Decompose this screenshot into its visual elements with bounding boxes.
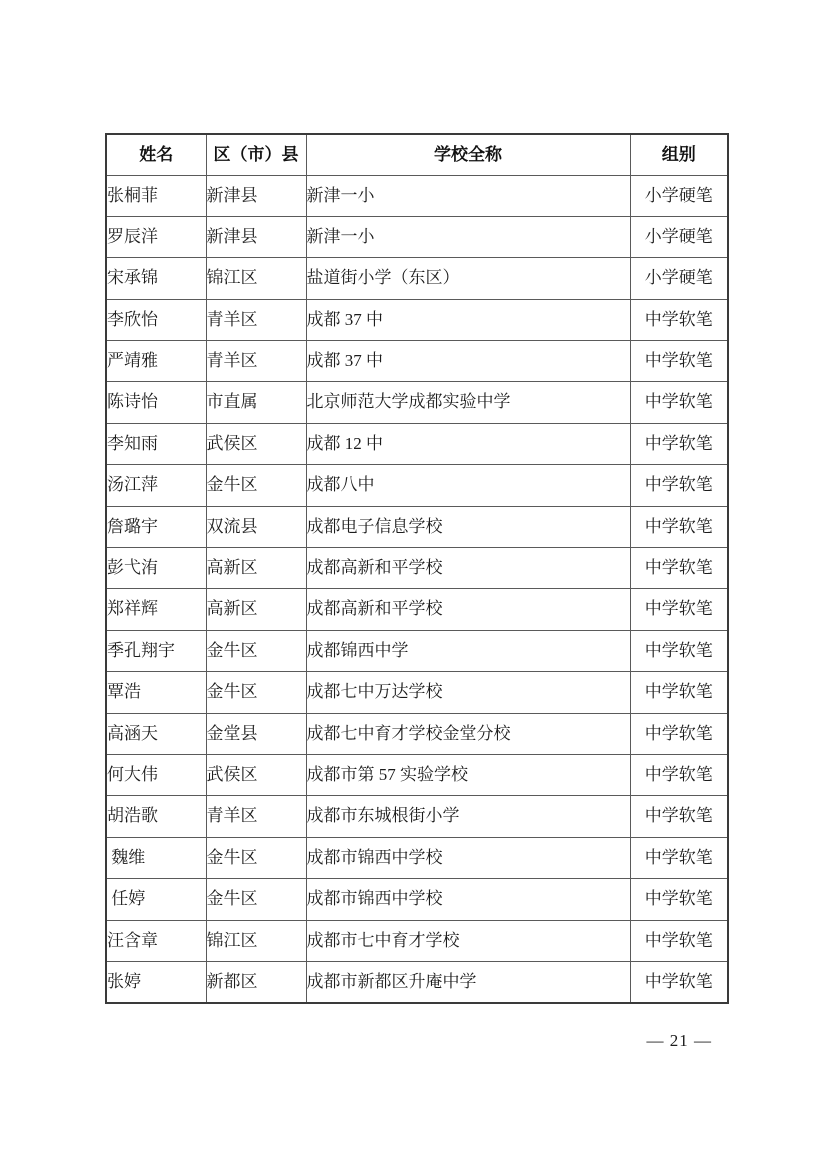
group-cell: 中学软笔 <box>630 341 728 382</box>
group-cell: 中学软笔 <box>630 506 728 547</box>
district-cell: 新津县 <box>206 216 306 257</box>
table-row <box>106 341 728 382</box>
name-cell: 宋承锦 <box>106 258 206 299</box>
group-cell: 中学软笔 <box>630 796 728 837</box>
table-row <box>106 754 728 795</box>
name-cell: 张桐菲 <box>106 175 206 216</box>
table-header-row <box>106 134 728 175</box>
name-cell: 汤江萍 <box>106 465 206 506</box>
name-cell: 高涵天 <box>106 713 206 754</box>
header-district: 区（市）县 <box>206 134 306 175</box>
group-cell: 中学软笔 <box>630 672 728 713</box>
name-cell: 汪含章 <box>106 920 206 961</box>
school-cell: 新津一小 <box>306 216 630 257</box>
table-row <box>106 713 728 754</box>
table-row <box>106 423 728 464</box>
group-cell: 中学软笔 <box>630 589 728 630</box>
table-row <box>106 465 728 506</box>
school-cell: 成都电子信息学校 <box>306 506 630 547</box>
district-cell: 新津县 <box>206 175 306 216</box>
table-row <box>106 837 728 878</box>
district-cell: 金牛区 <box>206 837 306 878</box>
school-cell: 成都市东城根街小学 <box>306 796 630 837</box>
school-cell: 成都市第 57 实验学校 <box>306 754 630 795</box>
group-cell: 小学硬笔 <box>630 258 728 299</box>
table-row <box>106 175 728 216</box>
table-row <box>106 548 728 589</box>
school-cell: 成都高新和平学校 <box>306 589 630 630</box>
district-cell: 新都区 <box>206 961 306 1002</box>
district-cell: 青羊区 <box>206 299 306 340</box>
name-cell: 魏维 <box>106 837 206 878</box>
school-cell: 成都市七中育才学校 <box>306 920 630 961</box>
group-cell: 中学软笔 <box>630 382 728 423</box>
table-row <box>106 961 728 1002</box>
table-row <box>106 382 728 423</box>
name-cell: 何大伟 <box>106 754 206 795</box>
name-cell: 郑祥辉 <box>106 589 206 630</box>
name-cell: 季孔翔宇 <box>106 630 206 671</box>
school-cell: 成都市新都区升庵中学 <box>306 961 630 1002</box>
school-cell: 北京师范大学成都实验中学 <box>306 382 630 423</box>
table-row <box>106 920 728 961</box>
table-row <box>106 879 728 920</box>
group-cell: 中学软笔 <box>630 548 728 589</box>
name-cell: 陈诗怡 <box>106 382 206 423</box>
district-cell: 高新区 <box>206 548 306 589</box>
name-cell: 任婷 <box>106 879 206 920</box>
name-cell: 覃浩 <box>106 672 206 713</box>
group-cell: 中学软笔 <box>630 879 728 920</box>
school-cell: 成都八中 <box>306 465 630 506</box>
district-cell: 金牛区 <box>206 879 306 920</box>
school-cell: 成都 37 中 <box>306 341 630 382</box>
table-row <box>106 258 728 299</box>
group-cell: 中学软笔 <box>630 961 728 1002</box>
district-cell: 市直属 <box>206 382 306 423</box>
name-cell: 严靖雅 <box>106 341 206 382</box>
page-number: — 21 — <box>646 1031 712 1050</box>
district-cell: 双流县 <box>206 506 306 547</box>
group-cell: 中学软笔 <box>630 465 728 506</box>
district-cell: 武侯区 <box>206 423 306 464</box>
school-cell: 新津一小 <box>306 175 630 216</box>
district-cell: 锦江区 <box>206 920 306 961</box>
district-cell: 高新区 <box>206 589 306 630</box>
school-cell: 成都七中育才学校金堂分校 <box>306 713 630 754</box>
table-row <box>106 672 728 713</box>
contest-roster-table <box>105 133 729 1004</box>
district-cell: 金牛区 <box>206 465 306 506</box>
school-cell: 成都锦西中学 <box>306 630 630 671</box>
name-cell: 李欣怡 <box>106 299 206 340</box>
district-cell: 锦江区 <box>206 258 306 299</box>
table-row <box>106 589 728 630</box>
district-cell: 青羊区 <box>206 341 306 382</box>
table-row <box>106 299 728 340</box>
district-cell: 金堂县 <box>206 713 306 754</box>
group-cell: 中学软笔 <box>630 837 728 878</box>
name-cell: 詹璐宇 <box>106 506 206 547</box>
group-cell: 小学硬笔 <box>630 175 728 216</box>
name-cell: 张婷 <box>106 961 206 1002</box>
group-cell: 中学软笔 <box>630 299 728 340</box>
group-cell: 中学软笔 <box>630 920 728 961</box>
group-cell: 中学软笔 <box>630 630 728 671</box>
table-row <box>106 796 728 837</box>
district-cell: 金牛区 <box>206 672 306 713</box>
name-cell: 李知雨 <box>106 423 206 464</box>
district-cell: 武侯区 <box>206 754 306 795</box>
school-cell: 成都市锦西中学校 <box>306 879 630 920</box>
group-cell: 中学软笔 <box>630 713 728 754</box>
school-cell: 成都高新和平学校 <box>306 548 630 589</box>
district-cell: 青羊区 <box>206 796 306 837</box>
name-cell: 胡浩歌 <box>106 796 206 837</box>
name-cell: 罗辰洋 <box>106 216 206 257</box>
table-row <box>106 630 728 671</box>
group-cell: 中学软笔 <box>630 754 728 795</box>
district-cell: 金牛区 <box>206 630 306 671</box>
school-cell: 成都 37 中 <box>306 299 630 340</box>
school-cell: 成都 12 中 <box>306 423 630 464</box>
group-cell: 中学软笔 <box>630 423 728 464</box>
group-cell: 小学硬笔 <box>630 216 728 257</box>
header-name: 姓名 <box>106 134 206 175</box>
school-cell: 成都七中万达学校 <box>306 672 630 713</box>
name-cell: 彭弋洧 <box>106 548 206 589</box>
table-row <box>106 506 728 547</box>
header-school: 学校全称 <box>306 134 630 175</box>
table-row <box>106 216 728 257</box>
header-group: 组别 <box>630 134 728 175</box>
school-cell: 盐道街小学（东区） <box>306 258 630 299</box>
school-cell: 成都市锦西中学校 <box>306 837 630 878</box>
